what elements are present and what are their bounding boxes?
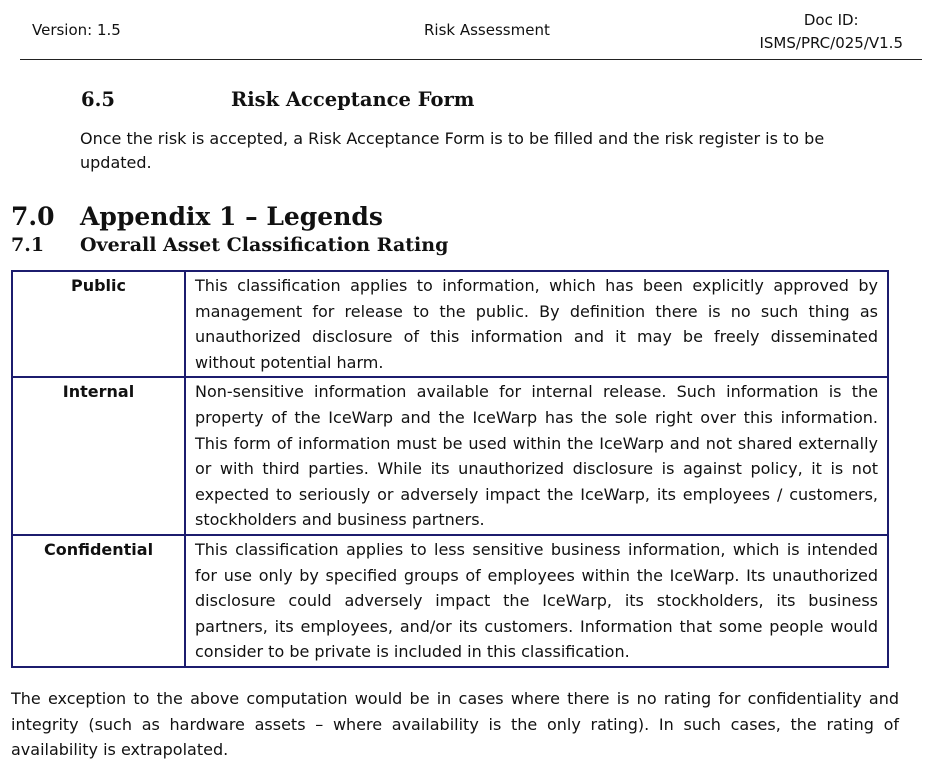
classification-label: Internal — [12, 377, 185, 535]
section-number: 7.0 — [11, 202, 55, 231]
doc-id-label: Doc ID: — [803, 11, 859, 29]
classification-description: Non-sensitive information available for internal release. Such information is the property of the IceWarp and the IceWarp has the sole right over this information. This form of information must be used within the IceWarp and not shared externally or with third parties. While its unauthorized disclosure is against policy, it is not expected to seriously or adversely impact the IceWarp, its employees / customers, stockholders and business partners. — [185, 377, 888, 535]
section-7-1-heading — [11, 233, 448, 258]
classification-description: This classification applies to information, which has been explicitly approved by management for release to the public. By definition there is no such thing as unauthorized disclosure of this information and it may be freely disseminated without potential harm. — [185, 271, 888, 377]
table-row — [12, 535, 888, 667]
section-title: Overall Asset Classification Rating — [80, 234, 449, 256]
table-row — [12, 377, 888, 535]
section-title: Risk Acceptance Form — [231, 88, 475, 111]
classification-description: This classification applies to less sensitive business information, which is intended for use only by specified groups of employees within the IceWarp. Its unauthorized disclosure could adversely impact the IceWarp, its stockholders, its business partners, its employees, and/or its customers. Information that some people would consider to be private is included in this classification. — [185, 535, 888, 667]
table-row — [12, 271, 888, 377]
section-number: 6.5 — [81, 88, 115, 111]
page-header — [20, 8, 922, 60]
section-6-5-body: Once the risk is accepted, a Risk Acceptance Form is to be filled and the risk register is to be updated. — [80, 129, 825, 172]
section-number: 7.1 — [11, 234, 45, 256]
classification-label: Confidential — [12, 535, 185, 667]
section-7-0-heading — [11, 202, 383, 232]
document-version: Version: 1.5 — [32, 21, 121, 39]
classification-label: Public — [12, 271, 185, 377]
classification-table — [11, 270, 889, 668]
document-title: Risk Assessment — [424, 21, 550, 39]
closing-paragraph: The exception to the above computation would be in cases where there is no rating for confidentiality and integrity (such as hardware assets – where availability is the only rating). In such cases, the rating of availability is extrapolated. — [11, 689, 899, 759]
section-title: Appendix 1 – Legends — [80, 202, 383, 231]
section-6-5-heading — [81, 88, 474, 111]
doc-id-value: ISMS/PRC/025/V1.5 — [759, 34, 903, 52]
document-id — [759, 9, 903, 55]
